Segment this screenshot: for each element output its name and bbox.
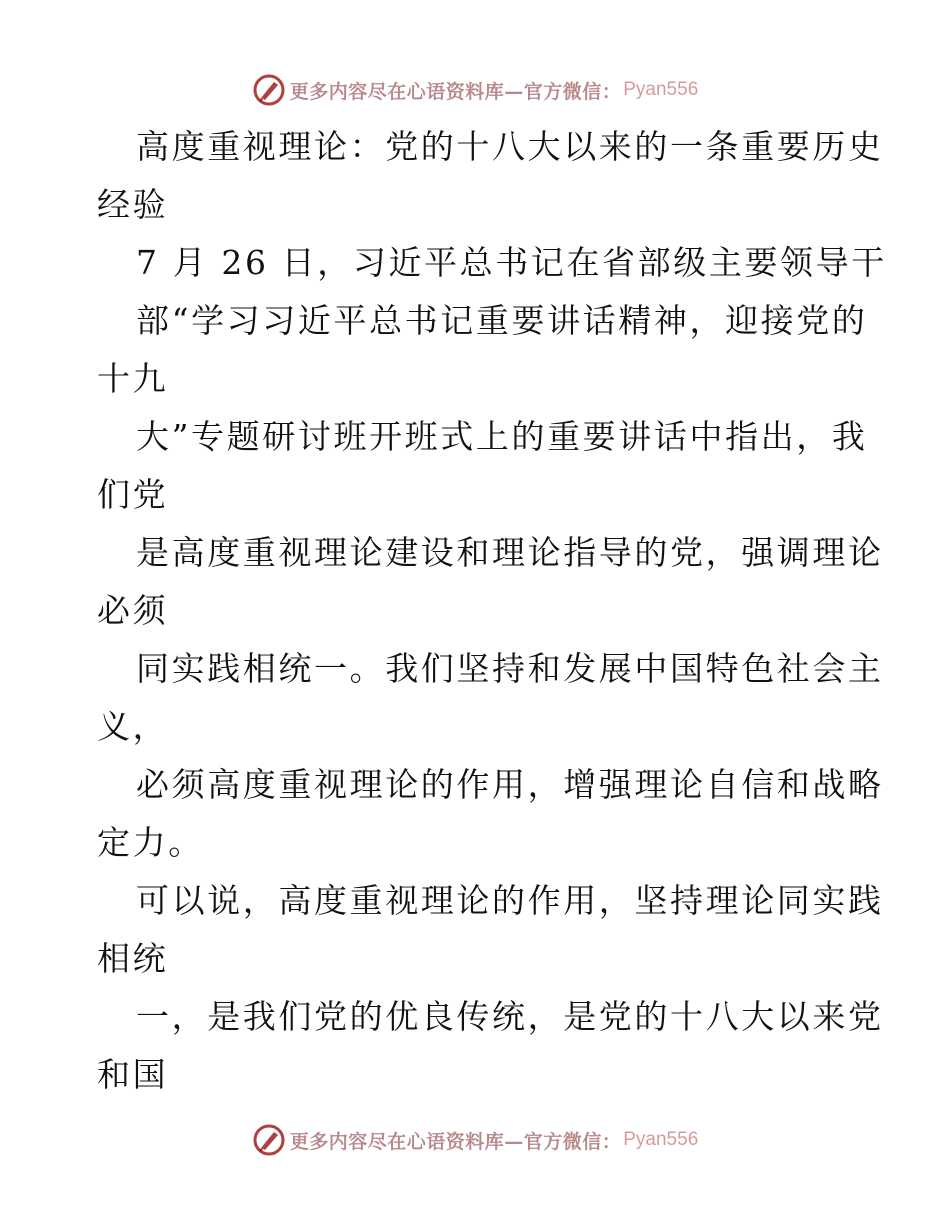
banner-text: 更多内容尽在心语资料库—官方微信：: [289, 1130, 622, 1153]
text-line: 部“学习习近平总书记重要讲话精神，迎接党的: [136, 301, 868, 340]
quill-pen-logo-icon: [252, 1123, 286, 1157]
wechat-id: Pyan556: [623, 1129, 699, 1150]
text-line: 们党: [97, 475, 169, 514]
text-line: 必须高度重视理论的作用，增强理论自信和战略: [136, 765, 884, 804]
text-line: 义，: [97, 707, 169, 746]
text-line: 十九: [97, 359, 169, 398]
text-line: 可以说，高度重视理论的作用，坚持理论同实践: [136, 881, 884, 920]
footer-watermark-banner: [0, 1120, 950, 1160]
wechat-id: Pyan556: [623, 79, 699, 100]
text-line: 大”专题研讨班开班式上的重要讲话中指出，我: [136, 417, 868, 456]
text-line: 经验: [97, 185, 169, 224]
banner-text: 更多内容尽在心语资料库—官方微信：: [289, 80, 622, 103]
text-line: 同实践相统一。我们坚持和发展中国特色社会主: [136, 649, 884, 688]
text-line: 7 月 26 日，习近平总书记在省部级主要领导干: [136, 243, 887, 282]
document-body: [97, 118, 887, 1104]
text-line: 一，是我们党的优良传统，是党的十八大以来党: [136, 997, 884, 1036]
text-line: 定力。: [97, 823, 204, 862]
text-line: 高度重视理论：党的十八大以来的一条重要历史: [136, 127, 884, 166]
text-line: 和国: [97, 1055, 169, 1094]
text-line: 是高度重视理论建设和理论指导的党，强调理论: [136, 533, 884, 572]
text-line: 必须: [97, 591, 169, 630]
header-watermark-banner: [0, 70, 950, 110]
quill-pen-logo-icon: [252, 73, 286, 107]
text-line: 相统: [97, 939, 169, 978]
